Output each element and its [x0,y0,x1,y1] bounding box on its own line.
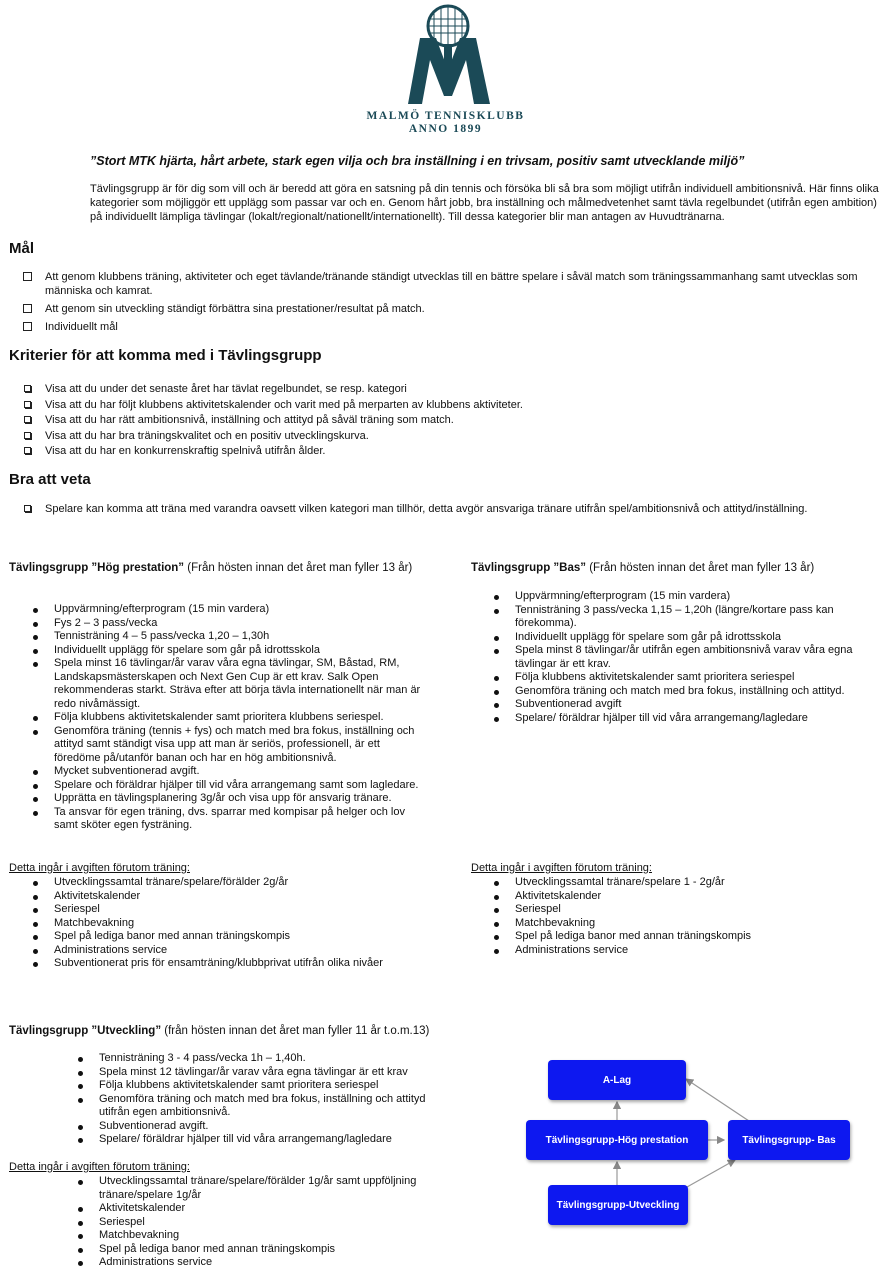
bas-title: Tävlingsgrupp ”Bas” (Från hösten innan det året man fyller 13 år) [471,562,815,574]
list-item: Genomföra träning och match med bra fokus, inställning och attityd utifrån egen ambitionsnivå. [78,1093,428,1120]
list-item: Spela minst 12 tävlingar/år varav våra egna tävlingar är ett krav [78,1066,428,1080]
list-item: Genomföra träning och match med bra fokus, inställning och attityd. [494,685,874,699]
list-item: Spel på lediga banor med annan träningskompis [78,1243,448,1257]
list-item: Spela minst 8 tävlingar/år utifrån egen ambitionsnivå varav våra egna tävlingar är ett krav. [494,644,874,671]
list-item: Spel på lediga banor med annan träningskompis [33,930,453,944]
bullet-icon [494,676,499,681]
arrow-bas-to-alag [686,1079,752,1123]
bullet-icon [494,690,499,695]
bullet-icon [494,649,499,654]
bullet-icon [494,949,499,954]
list-item: Visa att du under det senaste året har tävlat regelbundet, se resp. kategori [9,382,884,398]
list-item: Administrations service [78,1256,448,1270]
mal-list [9,270,884,334]
bullet-icon [494,881,499,886]
bullet-icon [494,908,499,913]
list-item: Upprätta en tävlingsplanering 3g/år och visa upp för ansvarig tränare. [33,792,423,806]
bullet-icon [78,1234,83,1239]
list-item: Subventionerat pris för ensamträning/klubbprivat utifrån olika nivåer [33,957,453,971]
bra-att-veta-list [9,502,884,516]
node-a-lag: A-Lag [548,1060,686,1100]
list-item: Tennisträning 3 pass/vecka 1,15 – 1,20h (längre/kortare pass kan förekomma). [494,604,874,631]
bullet-icon [78,1207,83,1212]
bullet-icon [33,935,38,940]
checkbox-icon [24,385,31,392]
kriterier-list [9,382,884,460]
utveckling-included-list [78,1175,448,1270]
list-item: Aktivitetskalender [78,1202,448,1216]
list-item: Spelare kan komma att träna med varandra oavsett vilken kategori man tillhör, detta avgör ansvariga tränare utifrån spel/ambitionsnivå och attityd/inställning. [9,502,884,516]
list-item: Visa att du har bra träningskvalitet och en positiv utvecklingskurva. [9,429,884,445]
bullet-icon [33,784,38,789]
list-item: Utvecklingssamtal tränare/spelare/förälder 2g/år [33,876,453,890]
list-item: Seriespel [494,903,874,917]
list-item: Spelare/ föräldrar hjälper till vid våra arrangemang/lagledare [494,712,874,726]
motto-quote: ”Stort MTK hjärta, hårt arbete, stark egen vilja och bra inställning i en trivsam, positiv samt utvecklande miljö” [90,154,745,168]
mal-heading: Mål [9,240,35,257]
club-logo [0,0,891,140]
bullet-icon [33,962,38,967]
bullet-icon [494,609,499,614]
bullet-icon [78,1084,83,1089]
hog-included-heading: Detta ingår i avgiften förutom träning: [9,862,190,874]
list-item: Aktivitetskalender [494,890,874,904]
list-item: Aktivitetskalender [33,890,453,904]
list-item: Följa klubbens aktivitetskalender samt prioritera seriespel [494,671,874,685]
list-item: Mycket subventionerad avgift. [33,765,423,779]
list-item: Subventionerad avgift [494,698,874,712]
bullet-icon [33,811,38,816]
list-item: Spel på lediga banor med annan träningskompis [494,930,874,944]
list-item: Individuellt mål [9,320,884,334]
arrow-utv-to-bas [687,1160,735,1187]
list-item: Matchbevakning [33,917,453,931]
list-item: Att genom sin utveckling ständigt förbättra sina prestationer/resultat på match. [9,302,884,316]
list-item: Utvecklingssamtal tränare/spelare 1 - 2g/år [494,876,874,890]
bas-included-heading: Detta ingår i avgiften förutom träning: [471,862,652,874]
bullet-icon [33,922,38,927]
list-item: Visa att du har en konkurrenskraftig spelnivå utifrån ålder. [9,444,884,460]
bullet-icon [33,608,38,613]
checkbox-icon [24,447,31,454]
utveckling-list [78,1052,428,1147]
hog-prestation-list [33,603,423,833]
list-item: Administrations service [494,944,874,958]
bullet-icon [33,716,38,721]
bullet-icon [78,1221,83,1226]
bullet-icon [494,717,499,722]
intro-paragraph: Tävlingsgrupp är för dig som vill och är beredd att göra en satsning på din tennis och försöka bli så bra som möjligt utifrån individuell ambitionsnivå. Här finns olika kategorier som möjliggör ett upplägg som passar var och en. Genom hårt jobb, bra inställning och målmedvetenhet samt tävla regelbundet (utifrån egen ambition) på individuellt lämpliga tävlingar (lokalt/regionalt/nationellt/internationellt). Till dessa kategorier blir man antagen av Huvudtränarna. [90,183,879,223]
list-item: Matchbevakning [494,917,874,931]
bullet-icon [33,730,38,735]
list-item: Tennisträning 4 – 5 pass/vecka 1,20 – 1,30h [33,630,423,644]
node-utveckling: Tävlingsgrupp-Utveckling [548,1185,688,1225]
bullet-icon [33,881,38,886]
list-item: Matchbevakning [78,1229,448,1243]
bullet-icon [494,636,499,641]
bullet-icon [494,895,499,900]
bullet-icon [78,1261,83,1266]
list-item: Individuellt upplägg för spelare som går på idrottsskola [33,644,423,658]
bullet-icon [494,935,499,940]
list-item: Tennisträning 3 - 4 pass/vecka 1h – 1,40h. [78,1052,428,1066]
group-progression-diagram [520,1055,860,1235]
list-item: Följa klubbens aktivitetskalender samt prioritera klubbens seriespel. [33,711,423,725]
bullet-icon [78,1125,83,1130]
bullet-icon [78,1180,83,1185]
node-hog-prestation: Tävlingsgrupp-Hög prestation [526,1120,708,1160]
list-item: Fys 2 – 3 pass/vecka [33,617,423,631]
bullet-icon [78,1071,83,1076]
list-item: Utvecklingssamtal tränare/spelare/förälder 1g/år samt uppföljning tränare/spelare 1g/år [78,1175,448,1202]
list-item: Individuellt upplägg för spelare som går på idrottsskola [494,631,874,645]
list-item: Spelare och föräldrar hjälper till vid våra arrangemang samt som lagledare. [33,779,423,793]
bullet-icon [33,908,38,913]
club-name: MALMÖ TENNISKLUBB [366,110,525,122]
checkbox-icon [23,272,32,281]
bullet-icon [33,649,38,654]
bullet-icon [33,662,38,667]
list-item: Genomföra träning (tennis + fys) och match med bra fokus, inställning och attityd samt ständigt visa upp att man är seriös, professionell, är ett föredöme på/utanför banan och har en hög ambitionsnivå. [33,725,423,766]
bullet-icon [33,895,38,900]
bas-list [494,590,874,725]
utveckling-title: Tävlingsgrupp ”Utveckling” (från hösten innan det året man fyller 11 år t.o.m.13) [9,1025,430,1037]
checkbox-icon [23,322,32,331]
list-item: Administrations service [33,944,453,958]
bullet-icon [494,595,499,600]
checkbox-icon [24,401,31,408]
list-item: Uppvärmning/efterprogram (15 min vardera) [33,603,423,617]
hog-prestation-title: Tävlingsgrupp ”Hög prestation” (Från hösten innan det året man fyller 13 år) [9,562,413,574]
list-item: Visa att du har följt klubbens aktivitetskalender och varit med på merparten av klubbens aktiviteter. [9,398,884,414]
bullet-icon [33,797,38,802]
list-item: Seriespel [78,1216,448,1230]
bra-att-veta-heading: Bra att veta [9,471,91,488]
list-item: Följa klubbens aktivitetskalender samt prioritera seriespel [78,1079,428,1093]
bullet-icon [494,922,499,927]
list-item: Subventionerad avgift. [78,1120,428,1134]
list-item: Spelare/ föräldrar hjälper till vid våra arrangemang/lagledare [78,1133,428,1147]
checkbox-icon [23,304,32,313]
bullet-icon [78,1098,83,1103]
bullet-icon [33,949,38,954]
bullet-icon [33,622,38,627]
list-item: Ta ansvar för egen träning, dvs. sparrar med kompisar på helger och lov samt sköter egen fysträning. [33,806,423,833]
bullet-icon [33,635,38,640]
list-item: Visa att du har rätt ambitionsnivå, inställning och attityd på såväl träning som match. [9,413,884,429]
bullet-icon [494,703,499,708]
checkbox-icon [24,416,31,423]
checkbox-icon [24,432,31,439]
checkbox-icon [24,505,31,512]
node-bas: Tävlingsgrupp- Bas [728,1120,850,1160]
club-founded: ANNO 1899 [408,123,483,135]
bullet-icon [78,1248,83,1253]
hog-included-list [33,876,453,971]
utveckling-included-heading: Detta ingår i avgiften förutom träning: [9,1161,190,1173]
list-item: Spela minst 16 tävlingar/år varav våra egna tävlingar, SM, Båstad, RM, Landskapsmästerskapen och Next Gen Cup är ett krav. Salk Open rekommenderas starkt. Sträva efter att börja tävla internationellt när man är redo nivåmässigt. [33,657,423,711]
bullet-icon [78,1057,83,1062]
bas-included-list [494,876,874,957]
kriterier-heading: Kriterier för att komma med i Tävlingsgrupp [9,347,322,364]
list-item: Seriespel [33,903,453,917]
list-item: Att genom klubbens träning, aktiviteter och eget tävlande/tränande ständigt utvecklas till en bättre spelare i såväl match som träningssammanhang samt utvecklas som människa och kamrat. [9,270,884,298]
bullet-icon [78,1138,83,1143]
list-item: Uppvärmning/efterprogram (15 min vardera) [494,590,874,604]
tennis-racket-logo-icon [0,0,891,110]
bullet-icon [33,770,38,775]
